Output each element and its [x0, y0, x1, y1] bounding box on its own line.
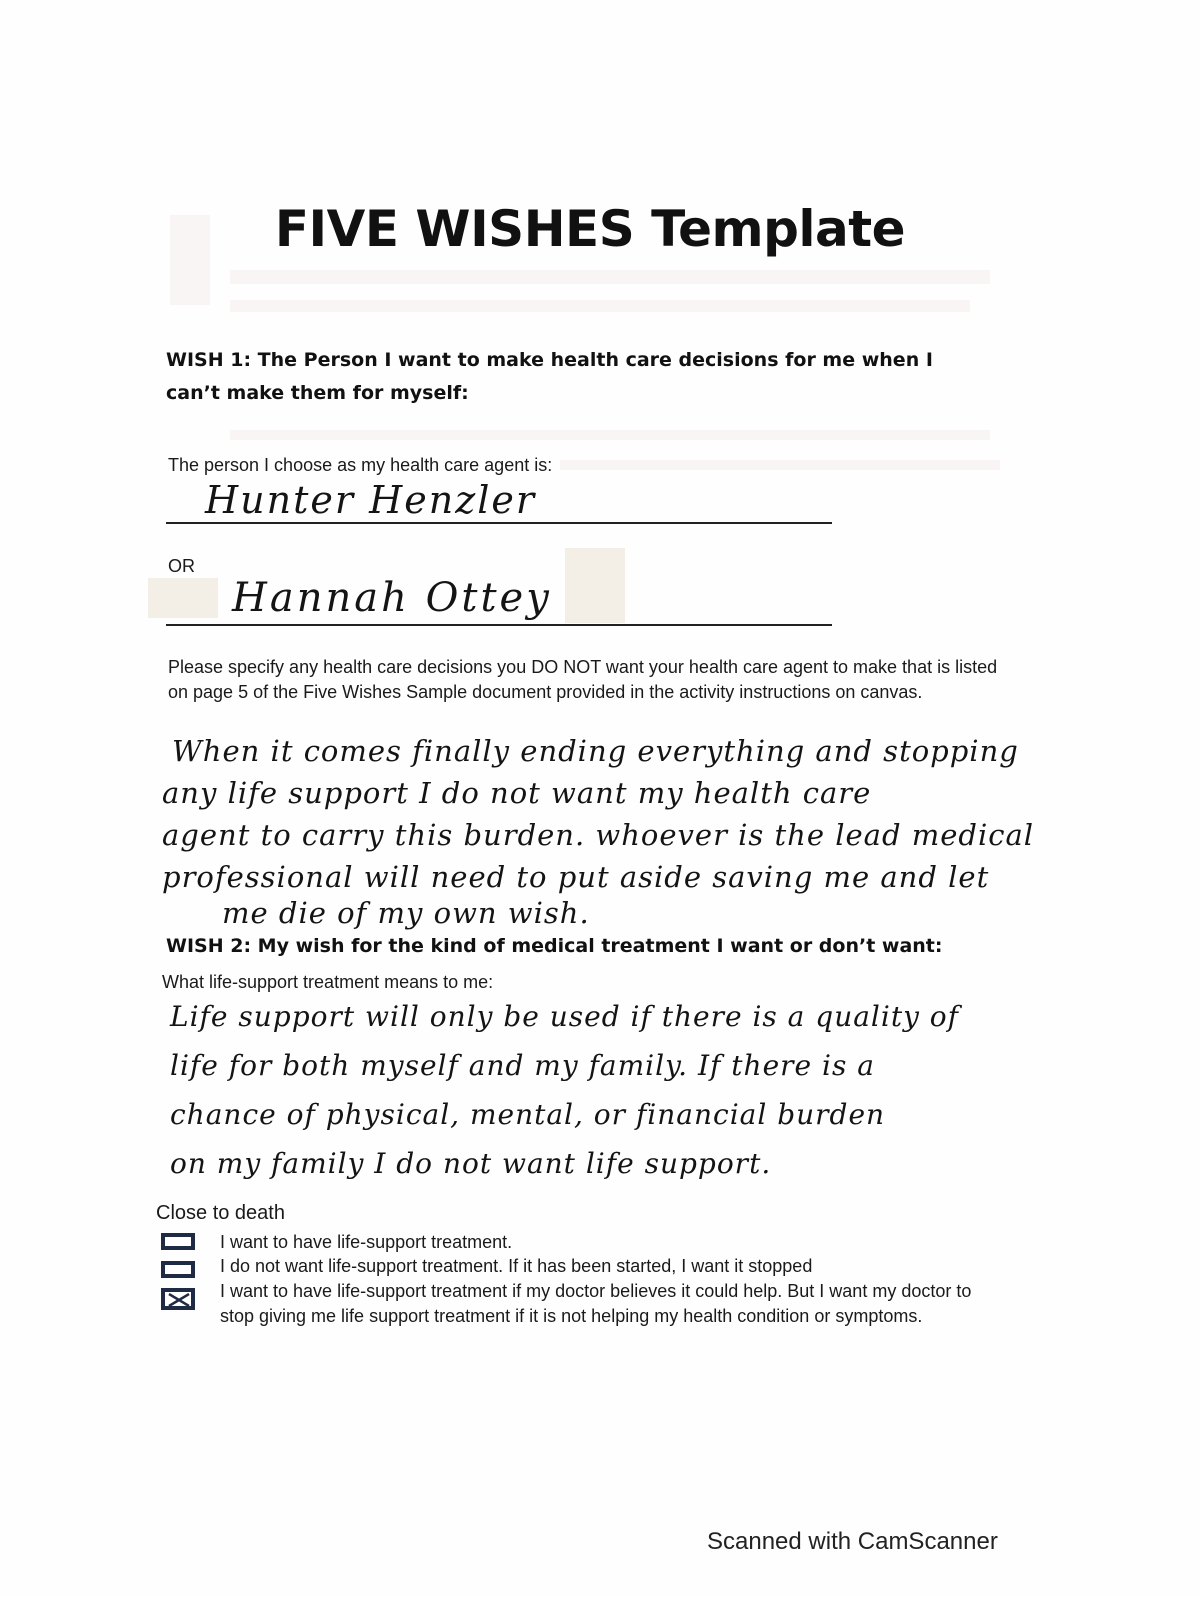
option-1-checkbox[interactable] [161, 1233, 195, 1250]
primary-agent-line [166, 522, 832, 524]
bleed-through-mark [230, 300, 970, 312]
handwritten-line: on my family I do not want life support. [170, 1147, 772, 1180]
option-3-text: I want to have life-support treatment if my doctor believes it could help. But I want my doctor to stop giving me life support treatment if it is not helping my health condition or symptoms. [220, 1281, 972, 1326]
tape-mark [148, 578, 218, 618]
bleed-through-mark [230, 270, 990, 284]
handwritten-line: chance of physical, mental, or financial burden [170, 1098, 886, 1131]
handwritten-line: When it comes finally ending everything and stopping [172, 734, 1019, 768]
specify-prompt: Please specify any health care decisions you DO NOT want your health care agent to make that is listed on page 5 of the Five Wishes Sample document provided in the activity instructions on canvas. [168, 657, 998, 702]
wish1-heading: WISH 1: The Person I want to make health care decisions for me when I can’t make them for myself: [166, 349, 933, 404]
tape-mark [565, 548, 625, 623]
document-title: FIVE WISHES Template [274, 200, 906, 258]
primary-agent-name: Hunter Henzler [205, 478, 537, 522]
or-label: OR [168, 556, 195, 576]
handwritten-line: me die of my own wish. [222, 896, 590, 930]
handwritten-line: Life support will only be used if there is a quality of [170, 1000, 960, 1033]
option-1-text: I want to have life-support treatment. [220, 1232, 513, 1252]
agent-prompt: The person I choose as my health care agent is: [168, 455, 553, 475]
scanner-watermark: Scanned with CamScanner [707, 1528, 998, 1555]
specify-answer [162, 730, 1162, 928]
close-to-death-label: Close to death [156, 1202, 285, 1224]
handwritten-line: life for both myself and my family. If there is a [170, 1049, 875, 1082]
option-2-checkbox[interactable] [161, 1261, 195, 1278]
bleed-through-mark [560, 460, 1000, 470]
handwritten-line: any life support I do not want my health care [162, 776, 872, 810]
option-2-text: I do not want life-support treatment. If it has been started, I want it stopped [220, 1256, 813, 1276]
alternate-agent-line [166, 624, 832, 626]
life-support-answer [162, 992, 1162, 1188]
life-support-prompt: What life-support treatment means to me: [162, 972, 494, 992]
check-x-icon [167, 1293, 191, 1307]
handwritten-line: professional will need to put aside saving me and let [162, 860, 990, 894]
wish2-heading: WISH 2: My wish for the kind of medical treatment I want or don’t want: [166, 935, 943, 957]
alternate-agent-name: Hannah Ottey [232, 575, 552, 621]
option-3-checkbox[interactable] [161, 1288, 195, 1310]
bleed-through-mark [230, 430, 990, 440]
handwritten-line: agent to carry this burden. whoever is the lead medical [162, 818, 1035, 852]
